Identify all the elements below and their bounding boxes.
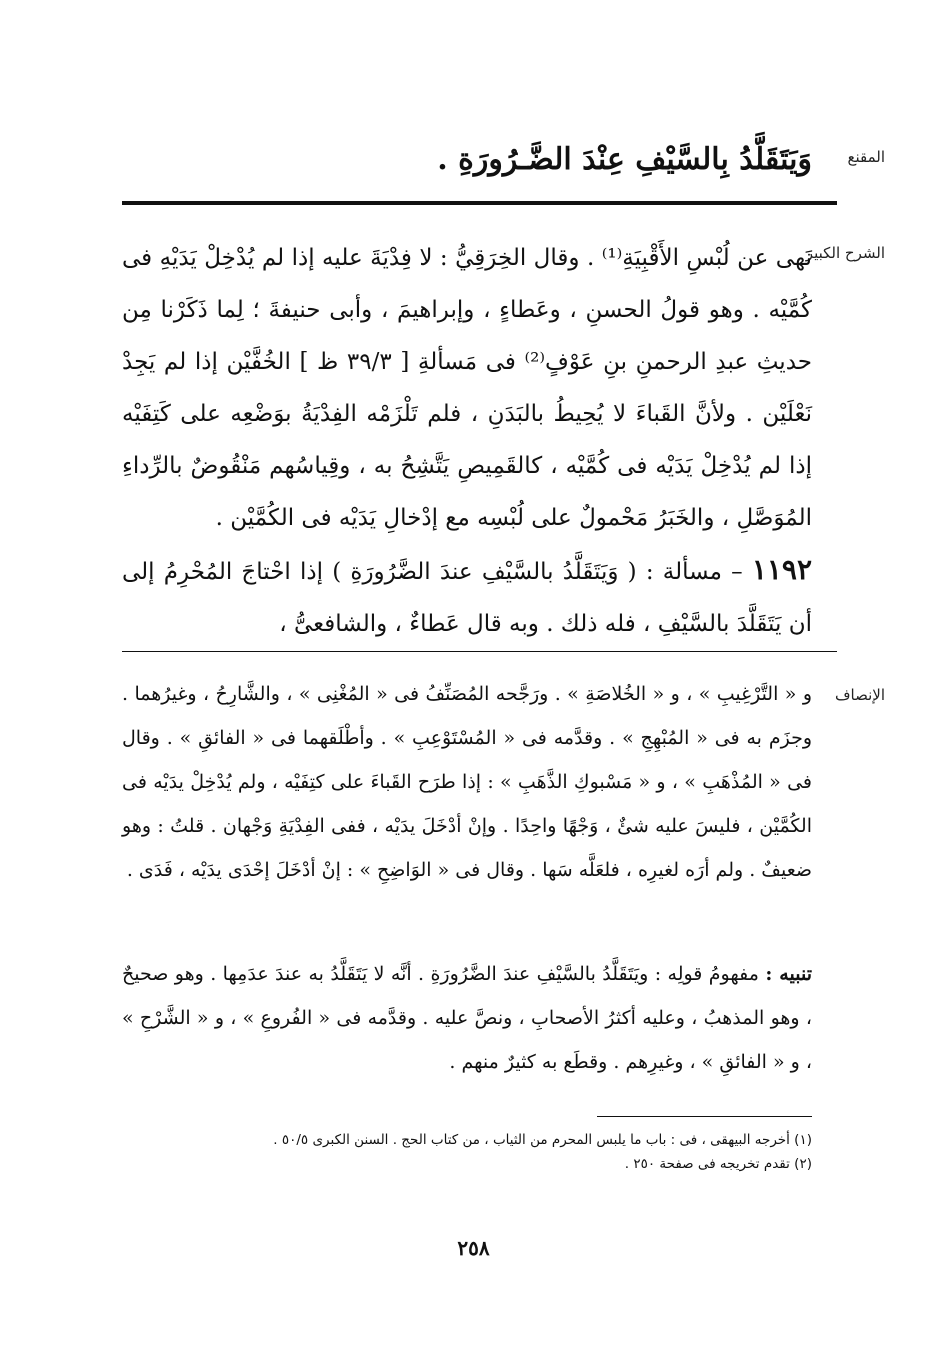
- section-divider-thin: [122, 651, 837, 652]
- muqni-text: وَيَتَقَلَّدُ بِالسَّيْفِ عِنْدَ الضَّـرُورَةِ .: [437, 142, 812, 177]
- insaf-paragraph: و « التَّرْغِيبِ » ، و « الخُلاصَةِ » . ورَجَّحه المُصَنِّفُ فى « المُغْنِى » ، والشَّارِحُ ، وغيرُهما . وجزَم به فى « المُبْهِجِ » . وقدَّمه فى « المُسْتَوْعِبِ » . وأطْلَقهما فى « الفائقِ » . وقال فى « المُذْهَبِ » ، و « مَسْبوكِ الذَّهَبِ » : إذا طرَح القَباءَ على كتِفَيْه ، ولم يُدْخِلْ يدَيْه فى الكُمَّيْن ، فليسَ عليه شئٌ ، وَجْهًا واحِدًا . وإنْ أدْخَلَ يدَيْه ، ففى الفِدْيَةِ وَجْهان . قلتُ : وهو ضعيفٌ . ولم أرَه لغيرِه ، فلعَلَّه سَها . وقال فى « الوَاضِحِ » : إنْ أدْخَلَ إحْدَى يدَيْه ، فَدَى .: [122, 683, 812, 881]
- label-sharh: الشرح الكبير: [805, 244, 885, 262]
- masala-text: – مسألة : ( وَيَتَقَلَّدُ بالسَّيْفِ عندَ الضَّرُورَةِ ) إذا احْتاجَ المُحْرِمُ إلى أن يَتَقَلَّدَ بالسَّيْفِ ، فله ذلك . وبه قال عَطاءٌ ، والشافعىُّ ،: [122, 559, 812, 637]
- tanbih-section: [122, 952, 812, 1084]
- tanbih-text: مفهومُ قولِه : ويَتَقَلَّدُ بالسَّيْفِ عندَ الضَّرُورَةِ . أنَّه لا يَتَقَلَّدُ به عندَ عدَمِها . وهو صحيحٌ ، وهو المذهبُ ، وعليه أكثرُ الأصحابِ ، ونصَّ عليه . وقدَّمه فى « الفُروعِ » ، و « الشَّرْحِ » ، و « الفائقِ » ، وغيرِهم . وقطَع به كثيرٌ منهم .: [122, 963, 812, 1073]
- footnotes: [122, 1128, 812, 1176]
- tanbih-paragraph: [122, 952, 812, 1084]
- masala-paragraph: [122, 544, 812, 650]
- insaf-section: [122, 672, 812, 892]
- footnote-2: (٢) تقدم تخريجه فى صفحة ٢٥٠ .: [624, 1156, 812, 1172]
- footnote-rule: [597, 1116, 812, 1117]
- page-number: ٢٥٨: [457, 1236, 490, 1260]
- label-insaf: الإنصاف: [834, 686, 885, 704]
- section-divider-thick: [122, 201, 837, 205]
- masala-number: ١١٩٢: [751, 553, 812, 586]
- label-muqni: المقنع: [847, 148, 885, 166]
- footnote-1: (١) أخرجه البيهقى ، فى : باب ما يلبس المحرم من الثياب ، من كتاب الحج . السنن الكبرى ٥٠/٥ .: [273, 1132, 812, 1148]
- sharh-section: [122, 232, 812, 650]
- tanbih-label: تنبيه :: [765, 963, 812, 985]
- sharh-paragraph: نَهى عن لُبْسِ الأَقْبِيَةِ⁽¹⁾ . وقال الخِرَقِيُّ : لا فِدْيَةَ عليه إذا لم يُدْخِلْ يَدَيْهِ فى كُمَّيْه . وهو قولُ الحسنِ ، وعَطاءٍ ، وإبراهيمَ ، وأبى حنيفةَ ؛ لِما ذَكَرْنا مِن حديثِ عبدِ الرحمنِ بنِ عَوْفٍ⁽²⁾ فى مَسألةِ [ ٣٩/٣ ظ ] الخُفَّيْن إذا لم يَجِدْ نَعْلَيْن . ولأنَّ القَباءَ لا يُحِيطُ بالبَدَنِ ، فلم تَلْزَمْه الفِدْيَةُ بوَضْعِه على كَتِفَيْه إذا لم يُدْخِلْ يَدَيْه فى كُمَّيْه ، كالقَمِيصِ يَتَّشِحُ به ، وقِياسُهم مَنْقُوضٌ بالرِّداءِ المُوَصَّلِ ، والخَبَرُ مَحْمولٌ على لُبْسِه مع إدْخالِ يَدَيْه فى الكُمَّيْن .: [122, 245, 812, 531]
